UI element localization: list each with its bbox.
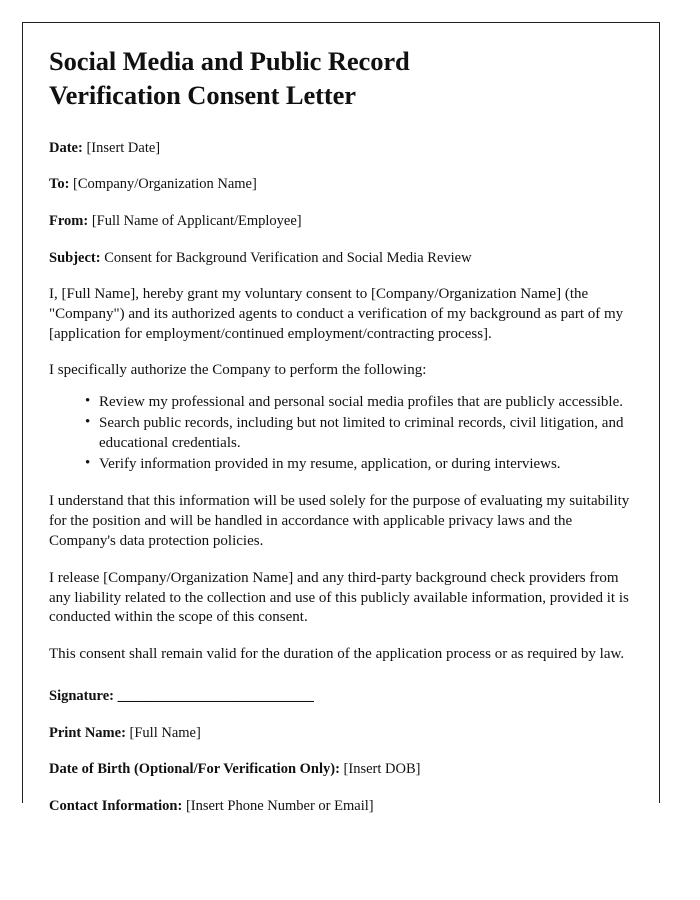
paragraph-release: I release [Company/Organization Name] and any third-party background check providers from any liability related to the collection and use of this publicly available information, provided it is conducted within the scope of this consent.	[49, 569, 629, 626]
date-of-birth-label: Date of Birth (Optional/For Verification Only):	[49, 761, 340, 778]
contact-information-value: [Insert Phone Number or Email]	[185, 797, 374, 814]
paragraph-understanding: I understand that this information will be used solely for the purpose of evaluating my suitability for the position and will be handled in accordance with applicable privacy laws and the Company's data protection policies.	[49, 493, 630, 550]
contact-information-field	[49, 797, 631, 817]
meta-label-subject: Subject:	[49, 249, 101, 266]
date-of-birth-field	[49, 760, 631, 780]
paragraph-authorize-intro: I specifically authorize the Company to perform the following:	[49, 362, 427, 379]
meta-field-subject	[49, 249, 631, 269]
meta-label-date: Date:	[49, 139, 83, 156]
meta-value-subject: Consent for Background Verification and Social Media Review	[104, 249, 472, 266]
list-item: • Review my professional and personal social media profiles that are publicly accessible.	[87, 393, 631, 413]
authorized-actions-list	[49, 393, 631, 474]
print-name-label: Print Name:	[49, 724, 126, 741]
paragraph-consent: I, [Full Name], hereby grant my voluntary consent to [Company/Organization Name] (the "Company") and its authorized agents to conduct a verification of my background as part of my [application for employment/continued employment/contracting process].	[49, 286, 624, 342]
print-name-field	[49, 724, 631, 744]
meta-field-to	[49, 175, 631, 195]
document-page	[22, 22, 660, 814]
meta-value-to: [Company/Organization Name]	[73, 176, 257, 193]
date-of-birth-value: [Insert DOB]	[343, 761, 421, 778]
document-body	[23, 23, 659, 816]
list-item: • Search public records, including but not limited to criminal records, civil litigation, and educational credentials.	[87, 414, 631, 454]
print-name-value: [Full Name]	[129, 724, 201, 741]
signature-rule[interactable]: _____________________________	[117, 688, 314, 705]
meta-field-date	[49, 139, 631, 159]
list-item: • Verify information provided in my resume, application, or during interviews.	[87, 455, 631, 475]
contact-information-label: Contact Information:	[49, 797, 183, 814]
signature-label: Signature:	[49, 688, 114, 705]
meta-value-from: [Full Name of Applicant/Employee]	[91, 212, 302, 229]
signature-field	[49, 687, 631, 707]
meta-label-from: From:	[49, 212, 89, 229]
meta-label-to: To:	[49, 176, 70, 193]
meta-value-date: [Insert Date]	[86, 139, 161, 156]
meta-field-from	[49, 212, 631, 232]
paragraph-validity: This consent shall remain valid for the duration of the application process or as required by law.	[49, 646, 625, 663]
page-title: Social Media and Public Record Verification Consent Letter	[49, 46, 410, 110]
